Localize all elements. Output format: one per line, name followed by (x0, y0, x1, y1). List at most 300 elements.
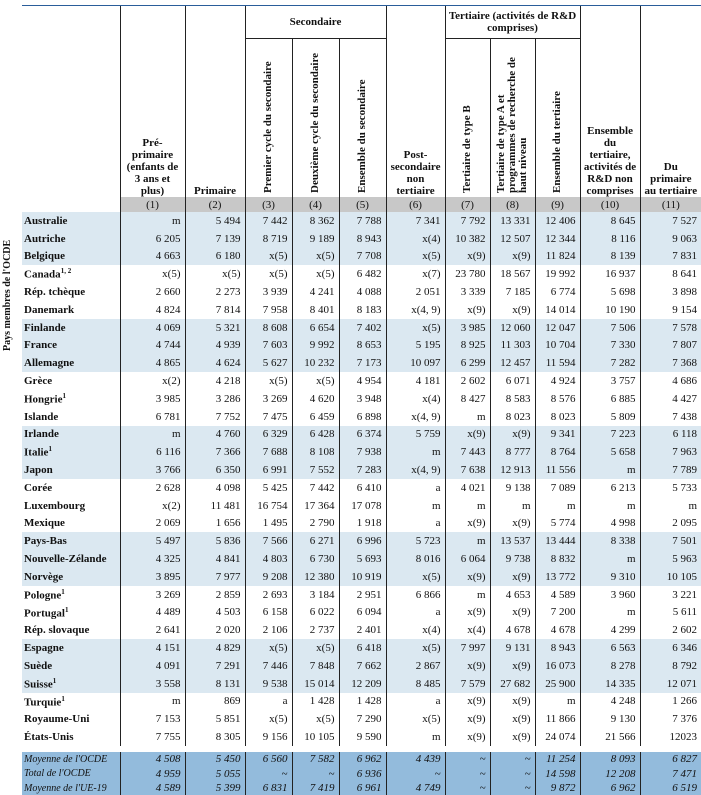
value-cell: 4 624 (185, 354, 245, 372)
value-cell: 6 094 (339, 604, 386, 622)
value-cell: 8 023 (490, 408, 535, 426)
value-cell: 6 346 (640, 639, 701, 657)
value-cell: 6 374 (339, 426, 386, 444)
table-row (22, 586, 701, 604)
country-cell (22, 568, 120, 586)
value-cell: 13 772 (535, 568, 580, 586)
column-header-label: Ensemble du tertiaire (551, 91, 564, 193)
value-cell: 27 682 (490, 675, 535, 693)
value-cell: x(4, 9) (386, 408, 445, 426)
value-cell: 12 913 (490, 461, 535, 479)
value-cell: 4 088 (339, 283, 386, 301)
value-cell: x(9) (445, 568, 490, 586)
value-cell: 2 641 (120, 621, 185, 639)
country-cell (22, 265, 120, 283)
value-cell: x(5) (292, 248, 339, 266)
value-cell: 9 208 (245, 568, 292, 586)
country-name: Allemagne (24, 357, 75, 370)
value-cell: 4 663 (120, 248, 185, 266)
value-cell: x(9) (445, 728, 490, 749)
column-header-label: Premier cycle du secondaire (262, 61, 274, 193)
column-header-label: Deuxième cycle du secondaire (309, 52, 321, 193)
country-cell (22, 497, 120, 515)
column-header-label: Post-secondaire non tertiaire (390, 149, 441, 197)
column-header-6 (386, 6, 445, 197)
value-cell: x(5) (386, 710, 445, 728)
country-cell (22, 212, 120, 230)
value-cell: m (535, 497, 580, 515)
country-name: Nouvelle-Zélande (24, 553, 107, 566)
value-cell: 6 271 (292, 532, 339, 550)
value-cell: 7 552 (292, 461, 339, 479)
value-cell: m (580, 497, 640, 515)
value-cell: 5 195 (386, 337, 445, 355)
summary-value-cell: 6 560 (245, 749, 292, 767)
footnote-marker: 1 (52, 676, 57, 685)
value-cell: 7 638 (445, 461, 490, 479)
value-cell: 11 594 (535, 354, 580, 372)
value-cell: 5 723 (386, 532, 445, 550)
value-cell: 4 653 (490, 586, 535, 604)
country-cell (22, 621, 120, 639)
country-cell (22, 301, 120, 319)
summary-value-cell: ~ (490, 781, 535, 795)
value-cell: 4 248 (580, 693, 640, 711)
value-cell: x(4) (386, 390, 445, 408)
country-name: Autriche (24, 232, 66, 245)
value-cell: x(5) (292, 265, 339, 283)
summary-value-cell: 6 961 (339, 781, 386, 795)
value-cell: 5 963 (640, 550, 701, 568)
value-cell: 2 273 (185, 283, 245, 301)
expenditure-table (22, 6, 701, 795)
value-cell: m (445, 408, 490, 426)
value-cell: 8 777 (490, 443, 535, 461)
value-cell: 24 074 (535, 728, 580, 749)
table-row (22, 337, 701, 355)
value-cell: 25 900 (535, 675, 580, 693)
value-cell: 1 266 (640, 693, 701, 711)
value-cell: 9 590 (339, 728, 386, 749)
value-cell: 6 730 (292, 550, 339, 568)
value-cell: 3 339 (445, 283, 490, 301)
value-cell: x(5) (292, 710, 339, 728)
value-cell: 6 071 (490, 372, 535, 390)
value-cell: x(5) (245, 639, 292, 657)
value-cell: 3 184 (292, 586, 339, 604)
value-cell: x(9) (490, 248, 535, 266)
value-cell: x(2) (120, 372, 185, 390)
value-cell: m (120, 693, 185, 711)
country-cell (22, 515, 120, 533)
value-cell: 4 924 (535, 372, 580, 390)
value-cell: 2 069 (120, 515, 185, 533)
value-cell: 4 069 (120, 319, 185, 337)
value-cell: 3 960 (580, 586, 640, 604)
value-cell: 5 774 (535, 515, 580, 533)
value-cell: m (445, 586, 490, 604)
value-cell: 4 241 (292, 283, 339, 301)
column-header-11 (640, 6, 701, 197)
value-cell: 9 138 (490, 479, 535, 497)
value-cell: x(7) (386, 265, 445, 283)
table-row (22, 301, 701, 319)
table-row (22, 675, 701, 693)
value-cell: a (386, 515, 445, 533)
value-cell: m (640, 497, 701, 515)
column-header-5 (339, 39, 386, 198)
column-header-1 (120, 6, 185, 197)
value-cell: 7 688 (245, 443, 292, 461)
value-cell: 7 938 (339, 443, 386, 461)
summary-value-cell: 11 254 (535, 749, 580, 767)
country-cell (22, 693, 120, 711)
value-cell: x(9) (490, 426, 535, 444)
value-cell: 7 139 (185, 230, 245, 248)
value-cell: 8 116 (580, 230, 640, 248)
summary-value-cell: 7 419 (292, 781, 339, 795)
country-name: Pologne (24, 589, 62, 602)
value-cell: 6 158 (245, 604, 292, 622)
country-name: Suède (24, 659, 53, 672)
value-cell: 7 438 (640, 408, 701, 426)
value-cell: x(9) (445, 248, 490, 266)
value-cell: 7 368 (640, 354, 701, 372)
value-cell: 8 792 (640, 657, 701, 675)
table-row (22, 461, 701, 479)
summary-value-cell: 4 959 (120, 766, 185, 781)
column-number: (2) (185, 197, 245, 212)
column-header-label: Tertiaire de type B (461, 105, 474, 193)
value-cell: a (386, 693, 445, 711)
country-name: Luxembourg (24, 499, 86, 512)
value-cell: 12 060 (490, 319, 535, 337)
value-cell: 8 583 (490, 390, 535, 408)
value-cell: 6 116 (120, 443, 185, 461)
country-name: Islande (24, 410, 59, 423)
summary-value-cell: ~ (445, 781, 490, 795)
value-cell: 4 678 (490, 621, 535, 639)
value-cell: 4 939 (185, 337, 245, 355)
value-cell: 8 183 (339, 301, 386, 319)
country-cell (22, 372, 120, 390)
value-cell: 8 641 (640, 265, 701, 283)
value-cell: x(5) (245, 710, 292, 728)
value-cell: 7 752 (185, 408, 245, 426)
table-row (22, 354, 701, 372)
value-cell: 2 602 (640, 621, 701, 639)
country-name: Turquie (24, 696, 62, 709)
value-cell: m (580, 461, 640, 479)
value-cell: 7 755 (120, 728, 185, 749)
country-cell (22, 586, 120, 604)
value-cell: 9 189 (292, 230, 339, 248)
summary-row (22, 781, 701, 795)
table-row (22, 426, 701, 444)
value-cell: 13 331 (490, 212, 535, 230)
value-cell: 8 131 (185, 675, 245, 693)
value-cell: 7 442 (292, 479, 339, 497)
value-cell: 7 506 (580, 319, 640, 337)
country-cell (22, 639, 120, 657)
value-cell: 8 338 (580, 532, 640, 550)
value-cell: x(5) (292, 372, 339, 390)
value-cell: 7 173 (339, 354, 386, 372)
value-cell: 5 733 (640, 479, 701, 497)
country-cell (22, 443, 120, 461)
value-cell: 7 789 (640, 461, 701, 479)
column-header-2 (185, 6, 245, 197)
value-cell: 6 898 (339, 408, 386, 426)
value-cell: 4 091 (120, 657, 185, 675)
value-cell: 6 022 (292, 604, 339, 622)
value-cell: 7 402 (339, 319, 386, 337)
value-cell: 5 497 (120, 532, 185, 550)
value-cell: 4 686 (640, 372, 701, 390)
value-cell: 12 047 (535, 319, 580, 337)
column-header-8 (490, 39, 535, 198)
summary-label: Moyenne de l'OCDE (22, 749, 120, 767)
value-cell: 11 556 (535, 461, 580, 479)
value-cell: 5 851 (185, 710, 245, 728)
value-cell: 10 105 (292, 728, 339, 749)
value-cell: x(5) (386, 639, 445, 657)
value-cell: 8 832 (535, 550, 580, 568)
footnote-marker: 1 (48, 445, 52, 454)
country-cell (22, 354, 120, 372)
table-row (22, 265, 701, 283)
value-cell: 19 992 (535, 265, 580, 283)
value-cell: 7 185 (490, 283, 535, 301)
value-cell: 2 051 (386, 283, 445, 301)
value-cell: x(5) (245, 265, 292, 283)
value-cell: 3 939 (245, 283, 292, 301)
value-cell: x(9) (445, 657, 490, 675)
value-cell: 12 071 (640, 675, 701, 693)
country-cell (22, 426, 120, 444)
value-cell: x(5) (185, 265, 245, 283)
column-header-label: Pré-primaire (enfants de 3 ans et plus) (126, 137, 179, 197)
value-cell: 1 428 (339, 693, 386, 711)
country-cell (22, 657, 120, 675)
column-header-label: Du primaire au tertiaire (644, 161, 698, 197)
table-row (22, 443, 701, 461)
country-cell (22, 319, 120, 337)
value-cell: 7 283 (339, 461, 386, 479)
value-cell: m (386, 443, 445, 461)
value-cell: 3 558 (120, 675, 185, 693)
country-name: Finlande (24, 321, 66, 334)
value-cell: 2 790 (292, 515, 339, 533)
summary-value-cell: 4 589 (120, 781, 185, 795)
summary-value-cell: 12 208 (580, 766, 640, 781)
value-cell: a (386, 604, 445, 622)
value-cell: x(9) (445, 515, 490, 533)
value-cell: 7 290 (339, 710, 386, 728)
value-cell: 7 963 (640, 443, 701, 461)
value-cell: 7 475 (245, 408, 292, 426)
column-header-label: Ensemble du tertiaire, activités de R&D non comprises (583, 125, 637, 197)
country-name: Espagne (24, 642, 64, 655)
summary-value-cell: ~ (445, 749, 490, 767)
value-cell: 10 190 (580, 301, 640, 319)
value-cell: m (445, 497, 490, 515)
value-cell: 9 063 (640, 230, 701, 248)
value-cell: 3 269 (120, 586, 185, 604)
value-cell: x(5) (292, 639, 339, 657)
country-name: Canada (24, 269, 61, 282)
value-cell: 8 764 (535, 443, 580, 461)
value-cell: 8 925 (445, 337, 490, 355)
value-cell: 4 744 (120, 337, 185, 355)
value-cell: 11 866 (535, 710, 580, 728)
country-name: Hongrie (24, 393, 63, 406)
summary-value-cell: 4 749 (386, 781, 445, 795)
column-number: (11) (640, 197, 701, 212)
value-cell: x(5) (245, 372, 292, 390)
country-cell (22, 710, 120, 728)
table-row (22, 639, 701, 657)
value-cell: 6 205 (120, 230, 185, 248)
value-cell: x(9) (445, 426, 490, 444)
value-cell: 21 566 (580, 728, 640, 749)
column-number: (1) (120, 197, 185, 212)
value-cell: 2 020 (185, 621, 245, 639)
country-name: Portugal (24, 607, 65, 620)
value-cell: 7 579 (445, 675, 490, 693)
value-cell: 18 567 (490, 265, 535, 283)
column-number: (10) (580, 197, 640, 212)
value-cell: 10 382 (445, 230, 490, 248)
value-cell: 10 704 (535, 337, 580, 355)
summary-value-cell: 14 598 (535, 766, 580, 781)
value-cell: 8 608 (245, 319, 292, 337)
summary-value-cell: 5 399 (185, 781, 245, 795)
value-cell: x(9) (490, 568, 535, 586)
value-cell: 4 829 (185, 639, 245, 657)
value-cell: x(4) (445, 621, 490, 639)
value-cell: x(5) (245, 248, 292, 266)
value-cell: 7 566 (245, 532, 292, 550)
value-cell: 11 303 (490, 337, 535, 355)
summary-value-cell: 6 827 (640, 749, 701, 767)
value-cell: 5 425 (245, 479, 292, 497)
column-header-4 (292, 39, 339, 198)
column-header-label: Primaire (194, 185, 236, 197)
value-cell: x(5) (386, 319, 445, 337)
country-name: Belgique (24, 250, 65, 263)
value-cell: 8 645 (580, 212, 640, 230)
table-row (22, 710, 701, 728)
value-cell: 9 131 (490, 639, 535, 657)
value-cell: 3 286 (185, 390, 245, 408)
value-cell: 2 951 (339, 586, 386, 604)
value-cell: x(5) (120, 265, 185, 283)
value-cell: 4 954 (339, 372, 386, 390)
value-cell: 15 014 (292, 675, 339, 693)
value-cell: x(9) (490, 657, 535, 675)
value-cell: 4 098 (185, 479, 245, 497)
value-cell: 16 937 (580, 265, 640, 283)
column-number: (6) (386, 197, 445, 212)
value-cell: 7 443 (445, 443, 490, 461)
value-cell: 5 321 (185, 319, 245, 337)
country-cell (22, 248, 120, 266)
country-cell (22, 283, 120, 301)
value-cell: 3 269 (245, 390, 292, 408)
value-cell: 3 766 (120, 461, 185, 479)
value-cell: 5 627 (245, 354, 292, 372)
country-cell (22, 408, 120, 426)
value-cell: 10 097 (386, 354, 445, 372)
value-cell: 14 014 (535, 301, 580, 319)
value-cell: 3 985 (120, 390, 185, 408)
value-cell: 8 719 (245, 230, 292, 248)
footnote-marker: 1 (62, 392, 66, 401)
value-cell: 4 151 (120, 639, 185, 657)
value-cell: 869 (185, 693, 245, 711)
group-secondaire: Secondaire (245, 6, 386, 39)
value-cell: 7 200 (535, 604, 580, 622)
value-cell: 8 576 (535, 390, 580, 408)
column-number: (4) (292, 197, 339, 212)
table-row (22, 728, 701, 749)
summary-value-cell: 6 831 (245, 781, 292, 795)
summary-value-cell: 7 582 (292, 749, 339, 767)
value-cell: x(9) (445, 604, 490, 622)
value-cell: 8 401 (292, 301, 339, 319)
value-cell: 6 118 (640, 426, 701, 444)
footnote-marker: 1 (61, 587, 65, 596)
summary-row (22, 766, 701, 781)
value-cell: 7 442 (245, 212, 292, 230)
country-name: Australie (24, 214, 68, 227)
table-row (22, 248, 701, 266)
value-cell: 7 997 (445, 639, 490, 657)
column-header-10 (580, 6, 640, 197)
value-cell: 7 153 (120, 710, 185, 728)
country-name: Grèce (24, 375, 53, 388)
value-cell: x(4) (386, 230, 445, 248)
value-cell: 8 653 (339, 337, 386, 355)
summary-value-cell: ~ (490, 766, 535, 781)
value-cell: a (245, 693, 292, 711)
country-name: Royaume-Uni (24, 713, 90, 726)
value-cell: 1 428 (292, 693, 339, 711)
value-cell: 6 410 (339, 479, 386, 497)
value-cell: 2 660 (120, 283, 185, 301)
value-cell: 6 866 (386, 586, 445, 604)
value-cell: 3 985 (445, 319, 490, 337)
country-name: Rép. slovaque (24, 624, 90, 637)
value-cell: 7 708 (339, 248, 386, 266)
value-cell: 6 996 (339, 532, 386, 550)
table-row (22, 212, 701, 230)
value-cell: 8 943 (339, 230, 386, 248)
value-cell: 6 781 (120, 408, 185, 426)
summary-value-cell: ~ (490, 749, 535, 767)
summary-label: Total de l'OCDE (22, 766, 120, 781)
summary-value-cell: 5 450 (185, 749, 245, 767)
value-cell: 7 291 (185, 657, 245, 675)
value-cell: 10 919 (339, 568, 386, 586)
value-cell: 12023 (640, 728, 701, 749)
summary-value-cell: ~ (245, 766, 292, 781)
value-cell: 5 698 (580, 283, 640, 301)
value-cell: 4 620 (292, 390, 339, 408)
value-cell: 1 495 (245, 515, 292, 533)
value-cell: 4 325 (120, 550, 185, 568)
